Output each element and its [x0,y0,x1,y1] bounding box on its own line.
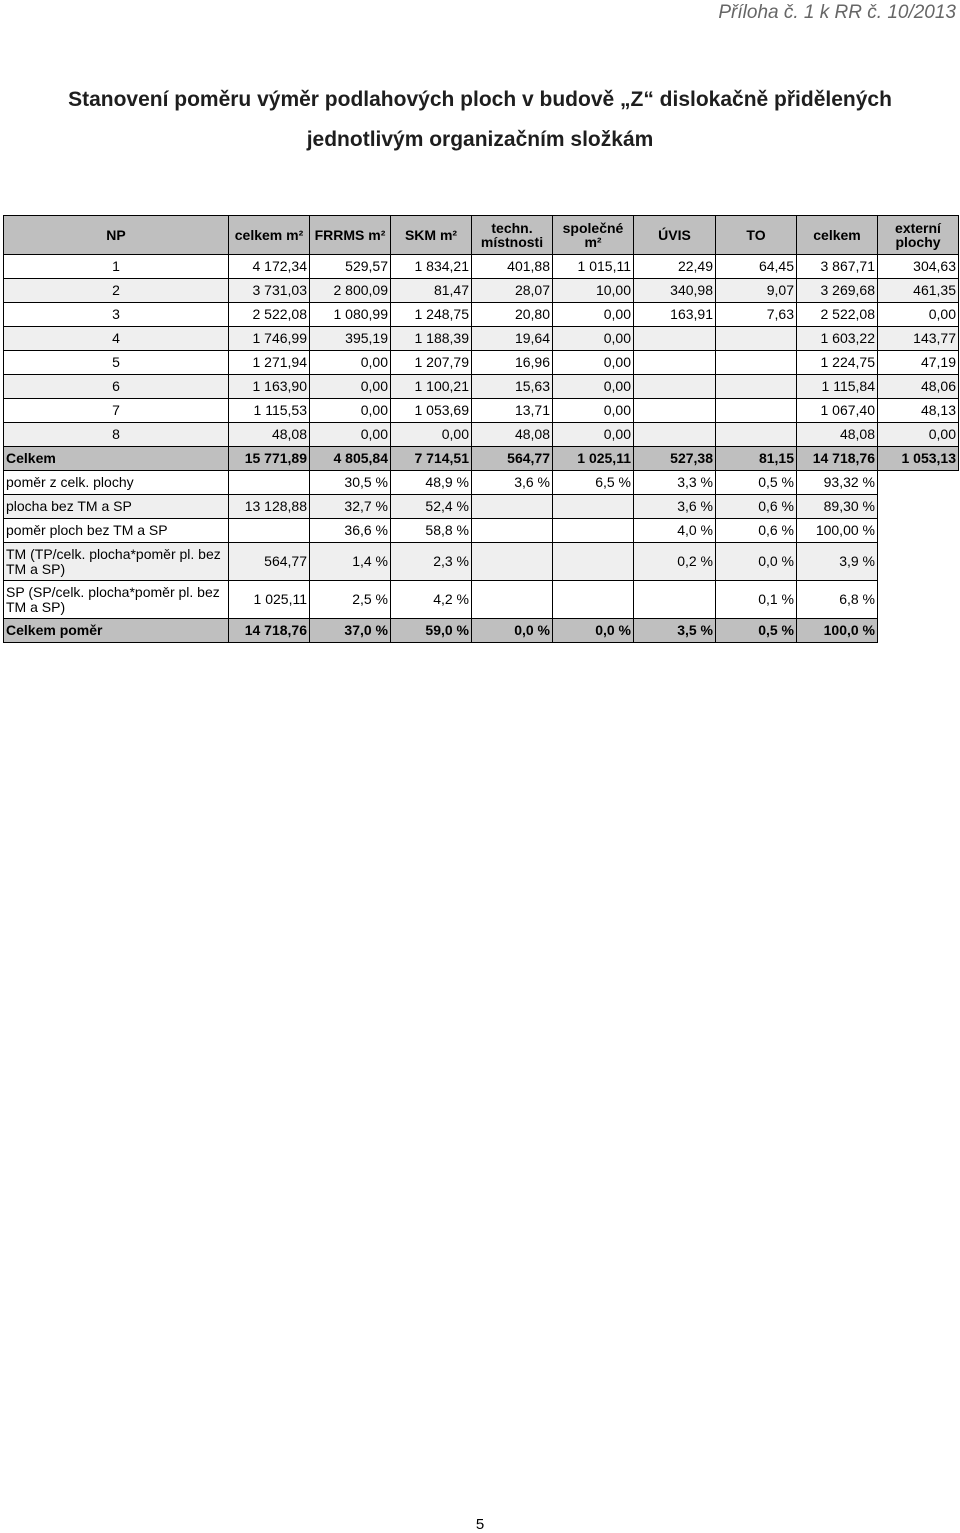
table-cell: 4,0 % [634,519,716,543]
table-cell: 1 224,75 [797,351,878,375]
table-cell: 81,15 [716,447,797,471]
table-cell: 0,2 % [634,543,716,581]
table-cell: 3 269,68 [797,279,878,303]
table-cell: TM (TP/celk. plocha*poměr pl. bez TM a SP) [4,543,229,581]
table-cell [716,423,797,447]
table-cell: 1 207,79 [391,351,472,375]
table-cell [634,581,716,619]
table-cell: 0,00 [553,399,634,423]
table-cell: 47,19 [878,351,959,375]
ratio-row [4,471,959,495]
table-cell: 0,00 [553,423,634,447]
table-cell: 37,0 % [310,619,391,643]
table-cell: 48,13 [878,399,959,423]
table-cell: 20,80 [472,303,553,327]
table-cell: 2,5 % [310,581,391,619]
table-header-row [4,216,959,255]
table-cell: 3 867,71 [797,255,878,279]
table-cell: 1 115,84 [797,375,878,399]
column-header: celkem m² [229,216,310,255]
table-cell: 1 834,21 [391,255,472,279]
table-cell: 7 714,51 [391,447,472,471]
table-cell: 7,63 [716,303,797,327]
table-cell: 3,6 % [472,471,553,495]
column-header: celkem [797,216,878,255]
table-cell: 2 522,08 [797,303,878,327]
table-cell: 0,00 [878,303,959,327]
table-cell: 1 080,99 [310,303,391,327]
table-cell: 4 805,84 [310,447,391,471]
table-row [4,423,959,447]
table-cell: 58,8 % [391,519,472,543]
table-cell: 8 [4,423,229,447]
table-row [4,327,959,351]
empty-cell [878,543,959,581]
table-cell: 93,32 % [797,471,878,495]
page-title: Stanovení poměru výměr podlahových ploch v budově „Z“ dislokačně přidělených [68,88,892,111]
table-cell [634,399,716,423]
table-cell: 15,63 [472,375,553,399]
table-cell: 22,49 [634,255,716,279]
attachment-note: Příloha č. 1 k RR č. 10/2013 [718,2,956,23]
table-cell [716,327,797,351]
table-cell: 0,1 % [716,581,797,619]
table-cell: 395,19 [310,327,391,351]
empty-cell [878,471,959,495]
table-cell: 13,71 [472,399,553,423]
table-cell [472,581,553,619]
table-cell: 1 100,21 [391,375,472,399]
table-cell: SP (SP/celk. plocha*poměr pl. bez TM a SP) [4,581,229,619]
table-cell: 0,00 [553,327,634,351]
table-cell: 1 067,40 [797,399,878,423]
table-cell: 1 603,22 [797,327,878,351]
table-cell [553,519,634,543]
table-cell [716,351,797,375]
total-row [4,447,959,471]
table-cell: 81,47 [391,279,472,303]
ratio-row [4,495,959,519]
table-cell: 6,5 % [553,471,634,495]
table-cell: 0,5 % [716,471,797,495]
table-cell: 3,9 % [797,543,878,581]
table-cell: 1 248,75 [391,303,472,327]
column-header: SKM m² [391,216,472,255]
table-cell: 2 522,08 [229,303,310,327]
table-cell: Celkem [4,447,229,471]
table-cell [553,495,634,519]
table-cell: 1 053,69 [391,399,472,423]
table-cell: 0,00 [310,399,391,423]
table-cell [472,543,553,581]
table-cell: 564,77 [229,543,310,581]
table-cell: 3,5 % [634,619,716,643]
table-cell: 13 128,88 [229,495,310,519]
table-cell: 14 718,76 [797,447,878,471]
table-cell: 48,08 [797,423,878,447]
table-cell [634,423,716,447]
table-cell: 4,2 % [391,581,472,619]
table-cell: 48,9 % [391,471,472,495]
table-cell: 1 188,39 [391,327,472,351]
table-cell: 6,8 % [797,581,878,619]
table-cell: 6 [4,375,229,399]
table-cell: poměr z celk. plochy [4,471,229,495]
table-cell: 163,91 [634,303,716,327]
table-cell: 461,35 [878,279,959,303]
column-header: ÚVIS [634,216,716,255]
table-cell: 30,5 % [310,471,391,495]
table-cell: 19,64 [472,327,553,351]
table-cell: 5 [4,351,229,375]
table-cell: 48,06 [878,375,959,399]
table-cell: 4 172,34 [229,255,310,279]
empty-cell [878,619,959,643]
table-cell: 0,00 [310,351,391,375]
table-cell: 100,00 % [797,519,878,543]
table-row [4,255,959,279]
table-cell [229,519,310,543]
column-header: společné m² [553,216,634,255]
table-cell: 0,00 [878,423,959,447]
table-cell: 3 731,03 [229,279,310,303]
table-cell: 0,6 % [716,495,797,519]
table-cell: 304,63 [878,255,959,279]
table-cell: 100,0 % [797,619,878,643]
empty-cell [878,519,959,543]
table-cell: plocha bez TM a SP [4,495,229,519]
table-cell: 527,38 [634,447,716,471]
table-cell: 10,00 [553,279,634,303]
column-header: techn. místnosti [472,216,553,255]
table-cell: 143,77 [878,327,959,351]
table-cell: 48,08 [229,423,310,447]
table-cell: 3,6 % [634,495,716,519]
table-cell: 1,4 % [310,543,391,581]
table-cell: 9,07 [716,279,797,303]
table-cell: 1 115,53 [229,399,310,423]
ratio-row [4,519,959,543]
table-cell: 2,3 % [391,543,472,581]
table-cell: 1 025,11 [229,581,310,619]
table-cell [229,471,310,495]
table-cell [472,495,553,519]
table-cell: Celkem poměr [4,619,229,643]
table-cell: 1 053,13 [878,447,959,471]
table-cell: 1 025,11 [553,447,634,471]
table-row [4,375,959,399]
page-number: 5 [475,1516,485,1533]
empty-cell [878,581,959,619]
table-cell: 0,0 % [716,543,797,581]
table-row [4,303,959,327]
table-cell: poměr ploch bez TM a SP [4,519,229,543]
table-cell: 0,6 % [716,519,797,543]
table-cell: 0,5 % [716,619,797,643]
table-cell: 7 [4,399,229,423]
table-cell: 28,07 [472,279,553,303]
table-cell: 0,00 [310,423,391,447]
table-cell [716,399,797,423]
table-cell: 1 015,11 [553,255,634,279]
table-cell: 32,7 % [310,495,391,519]
ratio-row [4,543,959,581]
table-cell: 64,45 [716,255,797,279]
table-cell: 0,00 [553,351,634,375]
table-cell: 3 [4,303,229,327]
table-cell: 340,98 [634,279,716,303]
table-cell: 89,30 % [797,495,878,519]
table-cell: 36,6 % [310,519,391,543]
table-cell: 14 718,76 [229,619,310,643]
area-ratio-table [3,215,959,643]
ratio-row [4,581,959,619]
table-cell: 52,4 % [391,495,472,519]
empty-cell [878,495,959,519]
table-cell: 0,00 [553,375,634,399]
table-cell: 0,0 % [553,619,634,643]
table-cell: 401,88 [472,255,553,279]
table-cell [553,543,634,581]
table-cell [716,375,797,399]
page-subtitle: jednotlivým organizačním složkám [306,128,654,151]
table-cell: 0,00 [553,303,634,327]
table-cell: 0,00 [391,423,472,447]
table-cell: 1 163,90 [229,375,310,399]
table-cell: 16,96 [472,351,553,375]
table-cell: 529,57 [310,255,391,279]
table-cell: 3,3 % [634,471,716,495]
table-cell [472,519,553,543]
table-cell: 0,0 % [472,619,553,643]
table-row [4,399,959,423]
table-cell: 1 [4,255,229,279]
summary-row [4,619,959,643]
column-header: NP [4,216,229,255]
table-cell [634,351,716,375]
table-cell: 1 271,94 [229,351,310,375]
column-header: externí plochy [878,216,959,255]
table-cell: 1 746,99 [229,327,310,351]
table-row [4,351,959,375]
table-cell [634,375,716,399]
table-cell: 564,77 [472,447,553,471]
table-cell: 48,08 [472,423,553,447]
table-cell: 0,00 [310,375,391,399]
table-cell: 15 771,89 [229,447,310,471]
table-cell [553,581,634,619]
table-row [4,279,959,303]
table-cell [634,327,716,351]
table-cell: 4 [4,327,229,351]
column-header: TO [716,216,797,255]
column-header: FRRMS m² [310,216,391,255]
table-cell: 59,0 % [391,619,472,643]
table-cell: 2 800,09 [310,279,391,303]
table-cell: 2 [4,279,229,303]
